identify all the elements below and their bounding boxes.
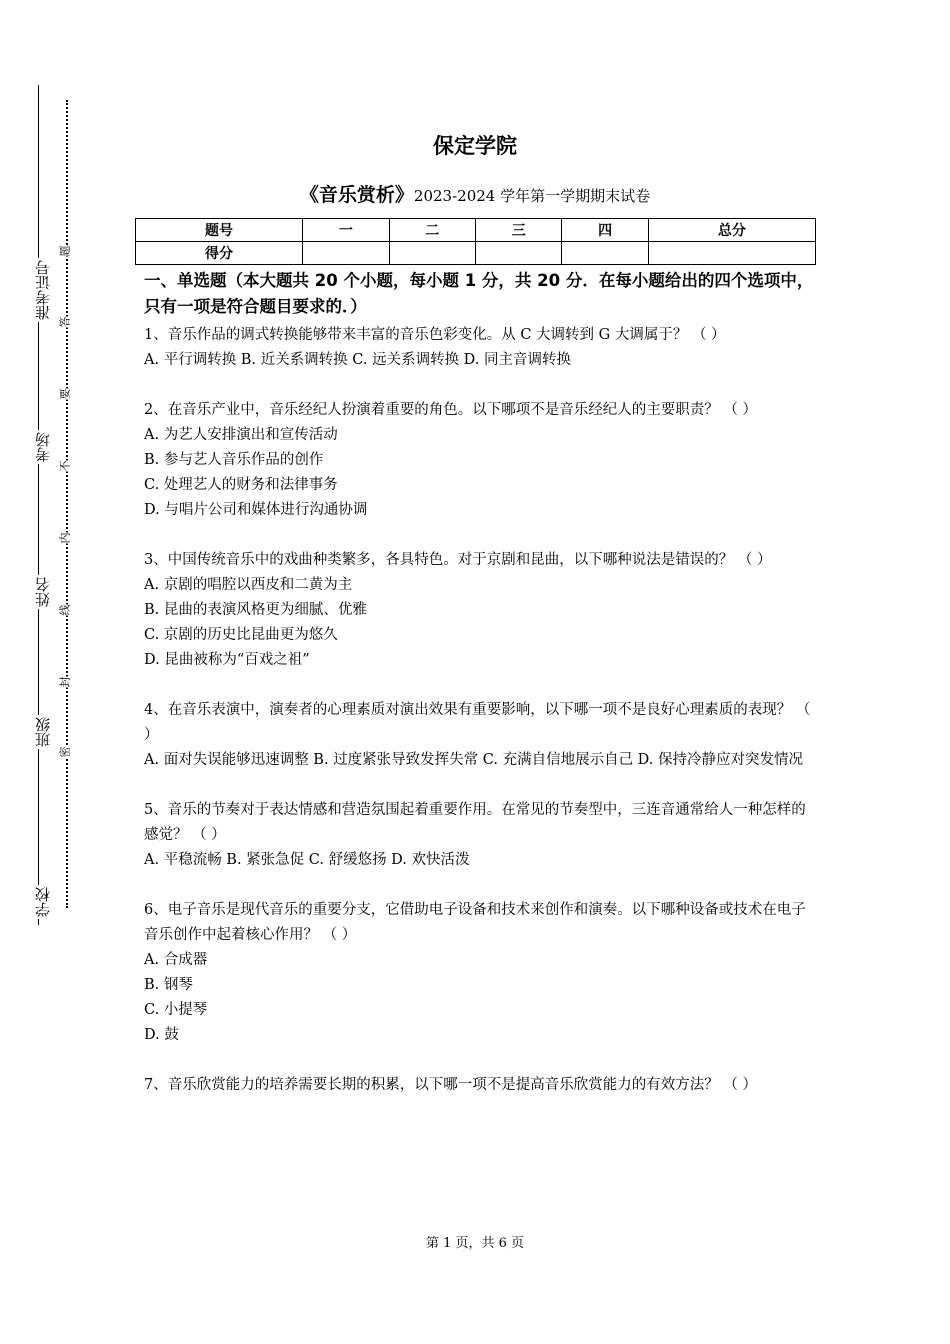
question-stem: 1、音乐作品的调式转换能够带来丰富的音乐色彩变化。从 C 大调转到 G 大调属于？ （ ） <box>144 327 726 343</box>
question-stem: 7、音乐欣赏能力的培养需要长期的积累，以下哪一项不是提高音乐欣赏能力的有效方法？ （ ） <box>144 1077 757 1093</box>
question-option: D. 与唱片公司和媒体进行沟通协调 <box>144 502 368 518</box>
score-table-header: 三 <box>475 219 561 242</box>
question-option: D. 昆曲被称为“百戏之祖” <box>144 652 310 668</box>
seal-char: 要 <box>58 388 72 400</box>
question-stem: 6、电子音乐是现代音乐的重要分支，它借助电子设备和技术来创作和演奏。以下哪种设备或技术在电子音乐创作中起着核心作用？ （ ） <box>144 902 806 943</box>
question-4 <box>144 698 816 773</box>
question-option: C. 京剧的历史比昆曲更为悠久 <box>144 627 338 643</box>
score-table-header: 一 <box>303 219 389 242</box>
score-cell <box>475 242 561 265</box>
exam-term: 2023-2024 学年第一学期期末试卷 <box>413 187 651 205</box>
binding-dotted-line <box>66 100 68 908</box>
class-label: 班级 <box>34 717 52 747</box>
question-option: B. 昆曲的表演风格更为细腻、优雅 <box>144 602 367 618</box>
score-cell <box>648 242 815 265</box>
seal-char: 题 <box>58 245 72 257</box>
candidate-number-label: 准考证号 <box>34 260 52 320</box>
question-1 <box>144 323 816 373</box>
question-5 <box>144 798 816 873</box>
score-cell <box>303 242 389 265</box>
seal-char: 密 <box>58 746 72 758</box>
school-label: 学校 <box>34 887 52 917</box>
name-label: 姓名 <box>34 577 52 607</box>
exam-subtitle <box>0 180 950 207</box>
question-stem: 2、在音乐产业中，音乐经纪人扮演着重要的角色。以下哪项不是音乐经纪人的主要职责？ （ ） <box>144 402 757 418</box>
question-option: A. 合成器 <box>144 952 208 968</box>
question-2 <box>144 398 816 523</box>
question-option: C. 小提琴 <box>144 1002 208 1018</box>
question-stem: 3、中国传统音乐中的戏曲种类繁多，各具特色。对于京剧和昆曲，以下哪种说法是错误的？ （ ） <box>144 552 772 568</box>
question-option: C. 处理艺人的财务和法律事务 <box>144 477 338 493</box>
question-stem: 4、在音乐表演中，演奏者的心理素质对演出效果有重要影响，以下哪一项不是良好心理素质的表现？ （ ） <box>144 702 811 743</box>
question-3 <box>144 548 816 673</box>
score-cell <box>389 242 475 265</box>
score-cell <box>562 242 648 265</box>
score-table-header: 总分 <box>648 219 815 242</box>
question-stem: 5、音乐的节奏对于表达情感和营造氛围起着重要作用。在常见的节奏型中，三连音通常给人一种怎样的感觉？ （ ） <box>144 802 806 843</box>
question-option: A. 为艺人安排演出和宣传活动 <box>144 427 338 443</box>
question-option: D. 鼓 <box>144 1027 179 1043</box>
seal-char: 线 <box>58 604 72 616</box>
score-row-label: 得分 <box>136 242 303 265</box>
exam-content <box>144 268 816 1098</box>
question-option: B. 参与艺人音乐作品的创作 <box>144 452 324 468</box>
question-option: A. 面对失误能够迅速调整 B. 过度紧张导致发挥失常 C. 充满自信地展示自己 D. 保持冷静应对突发情况 <box>144 752 804 768</box>
question-7 <box>144 1073 816 1098</box>
binding-solid-line <box>38 85 39 925</box>
page-number: 第 1 页，共 6 页 <box>425 1236 525 1251</box>
score-table-header-row <box>136 219 816 242</box>
score-table-header: 题号 <box>136 219 303 242</box>
score-table-header: 四 <box>562 219 648 242</box>
question-6 <box>144 898 816 1048</box>
section-title: 一、单选题（本大题共 20 个小题，每小题 1 分，共 20 分．在每小题给出的四个选项中，只有一项是符合题目要求的．） <box>144 271 814 316</box>
question-option: A. 京剧的唱腔以西皮和二黄为主 <box>144 577 353 593</box>
score-table-header: 二 <box>389 219 475 242</box>
score-table-score-row <box>136 242 816 265</box>
seal-char: 封 <box>58 676 72 688</box>
exam-room-label: 考场 <box>34 432 52 462</box>
score-table <box>135 218 816 265</box>
question-option: A. 平行调转换 B. 近关系调转换 C. 远关系调转换 D. 同主音调转换 <box>144 352 572 368</box>
question-option: B. 钢琴 <box>144 977 193 993</box>
course-name: 《音乐赏析》 <box>299 184 414 206</box>
seal-char: 内 <box>58 532 72 544</box>
school-title: 保定学院 <box>433 134 517 158</box>
seal-char: 不 <box>58 460 72 472</box>
seal-char: 答 <box>58 316 72 328</box>
question-option: A. 平稳流畅 B. 紧张急促 C. 舒缓悠扬 D. 欢快活泼 <box>144 852 470 868</box>
